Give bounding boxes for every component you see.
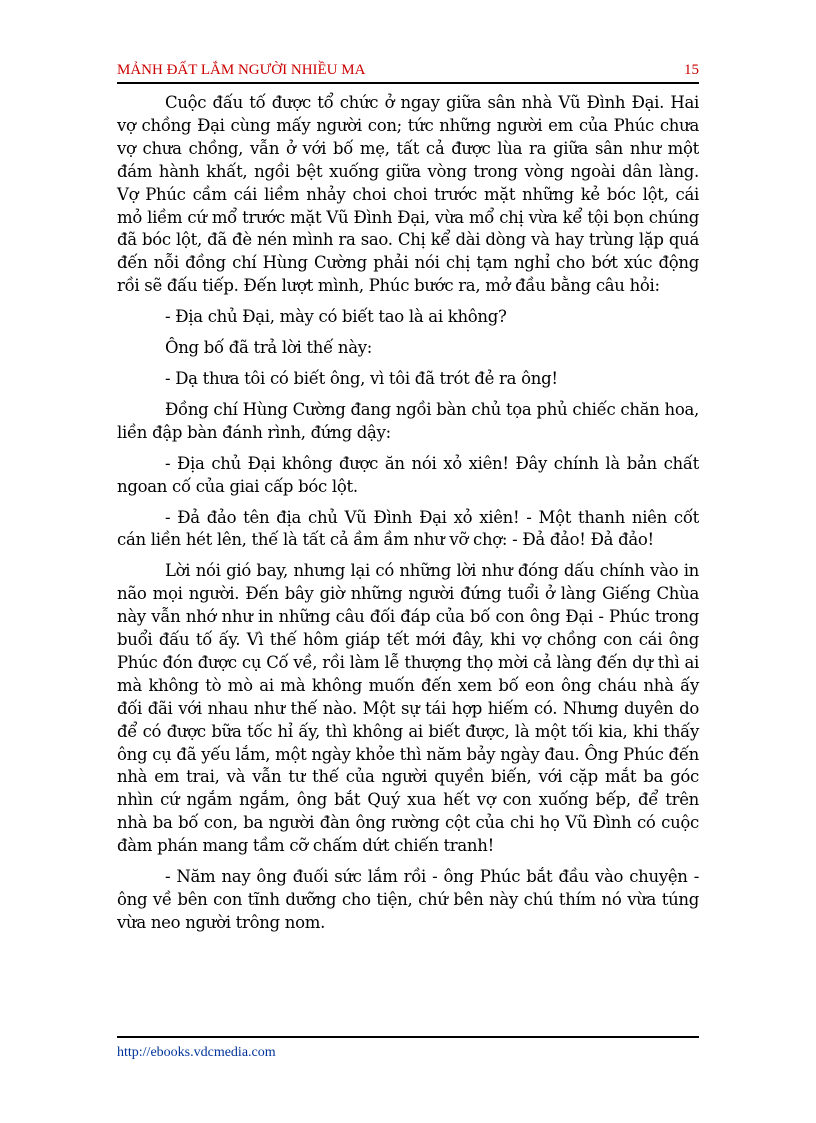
paragraph: Lời nói gió bay, nhưng lại có những lời như đóng dấu chính vào in não mọi người. Đến bây giờ những người đứng tuổi ở làng Giếng Chùa này vẫn nhớ như in những câu đối đáp của bố con ông Đại - Phúc trong buổi đấu tố ấy. Vì thế hôm giáp tết mới đây, khi vợ chồng con cái ông Phúc đón được cụ Cố về, rồi làm lễ thượng thọ mời cả làng đến dự thì ai mà không tò mò ai mà không muốn đến xem bố eon ông cháu nhà ấy đối đãi với nhau như thế nào. Một sự tái hợp hiếm có. Nhưng duyên do để có được bữa tốc hỉ ấy, thì không ai biết được, là một tối kia, khi thấy ông cụ đã yếu lắm, một ngày khỏe thì năm bảy ngày đau. Ông Phúc đến nhà em trai, và vẫn tư thế của người quyền biến, với cặp mắt ba góc nhìn cứ ngắm ngắm, ông bắt Quý xua hết vợ con xuống bếp, để trên nhà ba bố con, ba người đàn ông rường cột của chi họ Vũ Đình có cuộc đàm phán mang tầm cỡ chấm dứt chiến tranh!	[117, 561, 699, 856]
page-body	[117, 92, 699, 943]
paragraph: Đồng chí Hùng Cường đang ngồi bàn chủ tọa phủ chiếc chăn hoa, liền đập bàn đánh rình, đứng dậy:	[117, 399, 699, 442]
paragraph: - Năm nay ông đuối sức lắm rồi - ông Phúc bắt đầu vào chuyện - ông về bên con tĩnh dưỡng cho tiện, chứ bên này chú thím nó vừa túng vừa neo người trông nom.	[117, 867, 699, 932]
paragraph: - Địa chủ Đại, mày có biết tao là ai không?	[165, 307, 507, 327]
paragraph: Ông bố đã trả lời thế này:	[165, 338, 373, 358]
page-header	[117, 60, 699, 84]
header-divider	[117, 82, 699, 84]
paragraph: - Địa chủ Đại không được ăn nói xỏ xiên! Đây chính là bản chất ngoan cố của giai cấp bóc lột.	[117, 453, 699, 496]
footer-divider	[117, 1036, 699, 1038]
page-number: 15	[684, 62, 699, 78]
paragraph: - Dạ thưa tôi có biết ông, vì tôi đã trót đẻ ra ông!	[165, 368, 558, 388]
footer-link[interactable]: http://ebooks.vdcmedia.com	[117, 1045, 276, 1060]
book-title: MẢNH ĐẤT LẮM NGƯỜI NHIỀU MA	[117, 62, 366, 78]
page-footer	[117, 1036, 699, 1062]
paragraph: Cuộc đấu tố được tổ chức ở ngay giữa sân nhà Vũ Đình Đại. Hai vợ chồng Đại cùng mấy người con; tức những người em của Phúc chưa vợ chưa chồng, vẫn ở với bố mẹ, tất cả được lùa ra giữa sân như một đám hành khất, ngồi bệt xuống giữa vòng trong vòng ngoài dân làng. Vợ Phúc cầm cái liềm nhảy choi choi trước mặt những kẻ bóc lột, cái mỏ liềm cứ mổ trước mặt Vũ Đình Đại, vừa mổ chị vừa kể tội bọn chúng đã bóc lột, đã đè nén mình ra sao. Chị kể dài dòng và hay trùng lặp quá đến nỗi đồng chí Hùng Cường phải nói chị tạm nghỉ cho bớt xúc động rồi sẽ đấu tiếp. Đến lượt mình, Phúc bước ra, mở đầu bằng câu hỏi:	[117, 93, 699, 296]
paragraph: - Đả đảo tên địa chủ Vũ Đình Đại xỏ xiên! - Một thanh niên cốt cán liền hét lên, thế là tất cả ầm ầm như vỡ chợ: - Đả đảo! Đả đảo!	[117, 507, 699, 550]
